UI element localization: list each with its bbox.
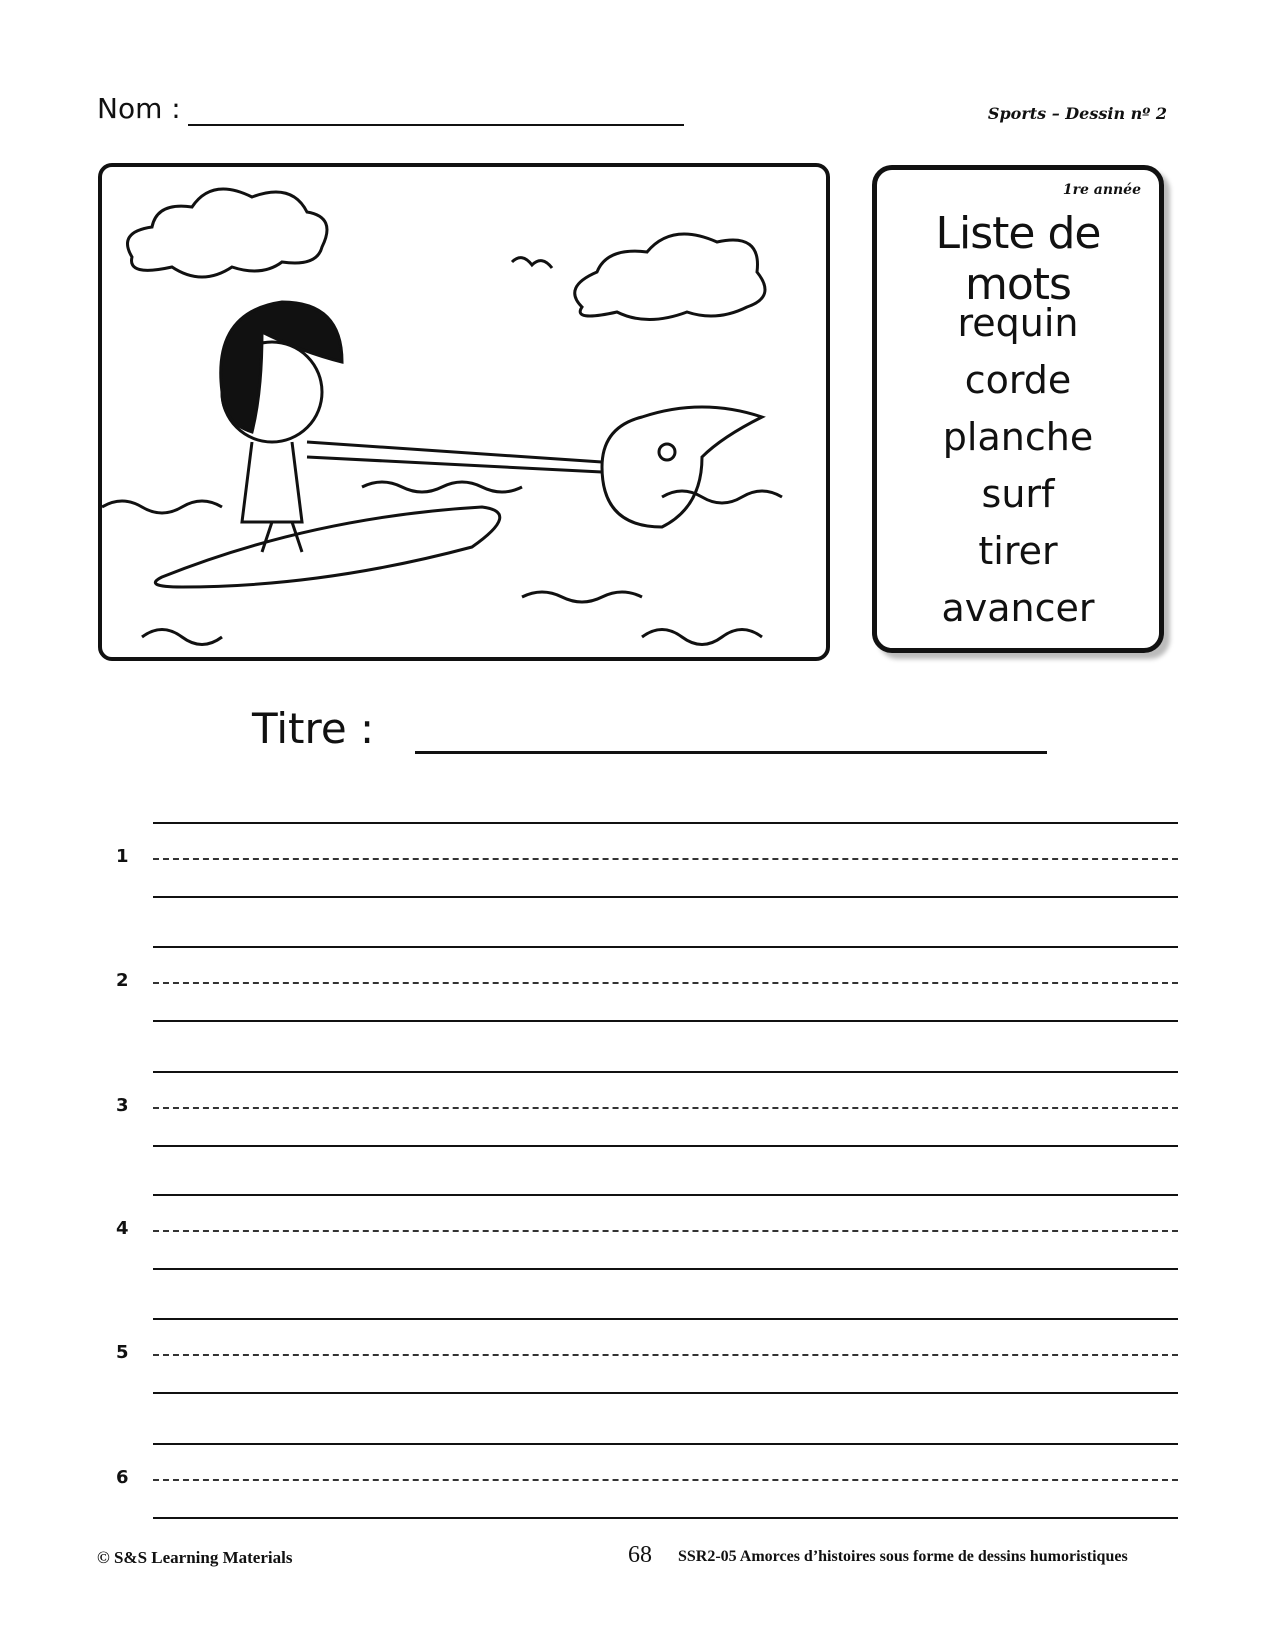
title-label: Titre :: [252, 704, 375, 753]
word-item: surf: [981, 472, 1055, 516]
line-number: 5: [116, 1342, 129, 1363]
writing-line-top[interactable]: [153, 1071, 1178, 1073]
writing-line-mid[interactable]: [153, 1230, 1178, 1232]
writing-line-mid[interactable]: [153, 1479, 1178, 1481]
cloud-right: [575, 234, 765, 320]
writing-line-top[interactable]: [153, 822, 1178, 824]
word-item: tirer: [978, 529, 1058, 573]
writing-line-mid[interactable]: [153, 858, 1178, 860]
cartoon-illustration: [98, 163, 830, 661]
name-input-line[interactable]: [188, 124, 684, 126]
writing-line-bottom[interactable]: [153, 1268, 1178, 1270]
title-input-line[interactable]: [415, 751, 1047, 754]
word-item: corde: [964, 358, 1072, 402]
writing-line-bottom[interactable]: [153, 896, 1178, 898]
surfboard: [155, 507, 499, 587]
book-title: SSR2-05 Amorces d’histoires sous forme de dessins humoristiques: [678, 1548, 1128, 1565]
word-list: [877, 295, 1159, 637]
name-label: Nom :: [97, 92, 181, 125]
page-number: 68: [628, 1542, 652, 1568]
writing-line-mid[interactable]: [153, 982, 1178, 984]
writing-line-bottom[interactable]: [153, 1145, 1178, 1147]
line-number: 3: [116, 1095, 129, 1116]
shark-eye: [659, 444, 675, 460]
shark: [602, 407, 762, 527]
writing-line-bottom[interactable]: [153, 1517, 1178, 1519]
word-item: requin: [957, 301, 1079, 345]
line-number: 1: [116, 846, 129, 867]
word-item: planche: [942, 415, 1094, 459]
word-item: avancer: [941, 586, 1095, 630]
writing-line-top[interactable]: [153, 1443, 1178, 1445]
waves: [102, 482, 782, 645]
line-number: 2: [116, 970, 129, 991]
line-number: 6: [116, 1467, 129, 1488]
seagull: [512, 258, 552, 268]
writing-line-mid[interactable]: [153, 1354, 1178, 1356]
line-number: 4: [116, 1218, 129, 1239]
word-list-title: Liste de mots: [935, 208, 1101, 310]
cloud-left: [128, 189, 328, 277]
writing-line-top[interactable]: [153, 946, 1178, 948]
rope: [307, 442, 602, 472]
copyright: © S&S Learning Materials: [97, 1548, 293, 1567]
grade-label: 1re année: [1062, 182, 1141, 198]
writing-line-top[interactable]: [153, 1318, 1178, 1320]
girl-hair: [221, 302, 342, 432]
writing-line-mid[interactable]: [153, 1107, 1178, 1109]
writing-line-bottom[interactable]: [153, 1392, 1178, 1394]
word-list-box: [872, 165, 1164, 653]
section-header: Sports – Dessin nº 2: [987, 104, 1167, 123]
writing-line-top[interactable]: [153, 1194, 1178, 1196]
writing-line-bottom[interactable]: [153, 1020, 1178, 1022]
